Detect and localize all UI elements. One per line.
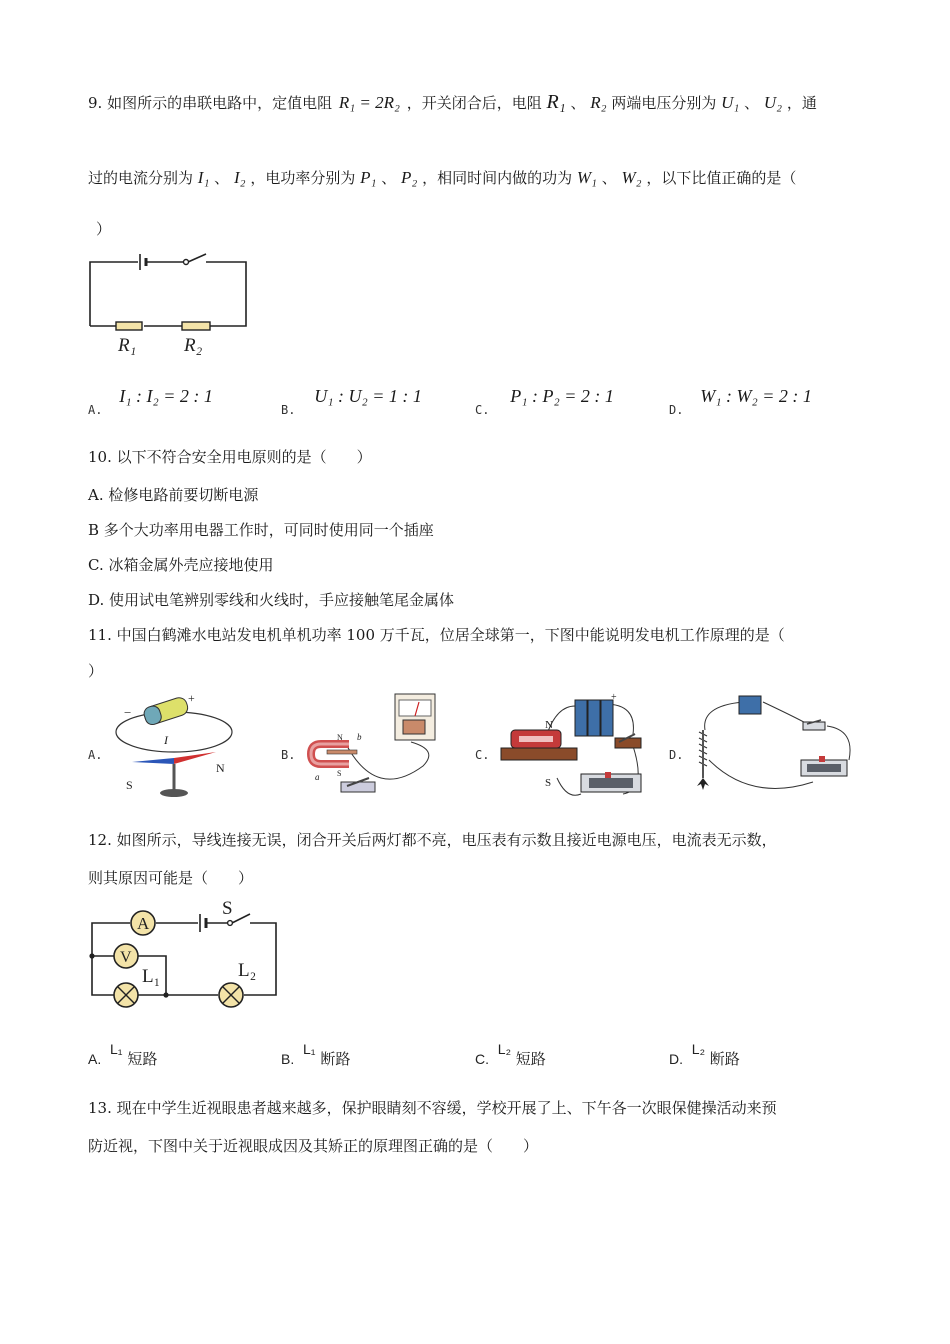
junction-dot [89,953,94,958]
switch-pivot [184,260,189,265]
q9-u1: U₁ [721,93,740,112]
switch-lever [188,254,206,262]
voltmeter-icon [114,944,138,968]
q12-stem-line2: 则其原因可能是（ ） [88,869,254,887]
q12-option-d[interactable]: D. L₂ 断路 [669,1041,740,1068]
switch-label: S [222,898,233,919]
battery-pack-3 [601,700,613,736]
magnet-s-label: S [337,769,342,778]
q11-option-d[interactable]: D. [669,690,859,805]
needle-s-label: S [126,778,133,792]
q10-option-a[interactable]: A. 检修电路前要切断电源 [88,486,259,504]
switch-base [341,782,375,792]
q10-option-d[interactable]: D. 使用试电笔辨别零线和火线时，手应接触笔尾金属体 [88,591,455,609]
iron-filings [697,778,709,790]
lamp-l2-icon [219,983,243,1007]
rheostat-coil [589,778,633,788]
compass-needle-north [174,752,216,764]
battery-pack-2 [588,700,600,736]
rheostat-slider [605,772,611,778]
rheostat-coil [807,764,841,772]
battery-minus: − [124,705,132,720]
connecting-wire [347,742,429,779]
q9-stem-line3: ） [96,220,112,238]
q9-option-c[interactable]: $_{C.}$ P₁ : P₂ = 2 : 1 [475,386,614,417]
needle-n-label: N [216,761,225,775]
q12-wire [244,923,276,995]
q13-stem-line1: 13. 现在中学生近视眼患者越来越多，保护眼睛刻不容缓，学校开展了上、下午各一次眼保健操活动来预 [88,1099,777,1117]
current-label: I [164,733,168,747]
q9-stem-line1: 9. 如图所示的串联电路中，定值电阻 R₁ = 2R₂ ，开关闭合后，电阻 R₁ 、 R₂ 两端电压分别为 U₁ 、 U₂ ，通 [88,91,817,113]
battery-pack [739,696,761,714]
switch-base [615,738,641,748]
switch-lever [232,914,250,923]
q13-stem-line2: 防近视，下图中关于近视眼成因及其矫正的原理图正确的是（ ） [88,1137,539,1155]
battery-pack-1 [575,700,587,736]
q9-circuit-diagram [80,248,260,363]
ammeter-icon [131,911,155,935]
compass-base [160,789,188,797]
q11-figure-a [110,690,242,802]
q9-r1: R₁ [546,91,566,113]
rod-b-label: b [357,732,362,742]
q9-wire [206,262,246,326]
battery-plus: + [188,691,195,705]
q9-p2: P₂ [400,168,418,187]
ammeter-label: A [137,914,150,933]
galvanometer-dial [399,700,431,716]
q11-stem: 11. 中国白鹤滩水电站发电机单机功率 100 万千瓦，位居全球第一，下图中能说明发电机工作原理的是（ [88,626,785,644]
q12-option-a[interactable]: A. L₁ 短路 [88,1041,158,1068]
q9-wire [90,262,138,326]
q9-p1: P₁ [360,168,377,187]
q9-r-relation: R₁ = 2R₂ [338,93,400,112]
voltmeter-label: V [120,949,132,966]
q12-option-c[interactable]: C. L₂ 短路 [475,1041,546,1068]
battery-plus: + [611,692,617,703]
q10-option-b[interactable]: B 多个大功率用电器工作时，可同时使用同一个插座 [88,521,434,539]
q9-u2: U₂ [763,93,783,112]
resistor-r2 [182,322,210,330]
switch-base [803,722,825,730]
magnet-s-label: S [545,777,552,789]
q11-figure-b [307,690,441,802]
q10-stem: 10. 以下不符合安全用电原则的是（ ） [88,448,372,466]
rheostat-slider [819,756,825,762]
lamp-l1-label: L₁ [142,966,161,987]
q11-option-a[interactable]: A. + − I S N [88,690,238,805]
q11-stem-end: ） [88,662,104,680]
galvanometer-base [403,720,425,734]
compass-needle-south [132,758,174,764]
q11-figure-d [691,690,857,802]
resistor-r1 [116,322,142,330]
q9-option-a[interactable]: $_{A.}$ I₁ : I₂ = 2 : 1 [88,386,213,417]
junction-dot [163,992,168,997]
q9-w1: W₁ [576,168,597,187]
q11-option-b[interactable]: B. N S a b [281,690,441,805]
q9-option-b[interactable]: $_{B.}$ U₁ : U₂ = 1 : 1 [281,386,422,417]
magnet-n-label: N [337,733,343,742]
rod-a-label: a [315,772,320,782]
q10-option-c[interactable]: C. 冰箱金属外壳应接地使用 [88,556,274,574]
q9-i1: I₁ [197,168,210,187]
q9-r2: R₂ [590,93,607,112]
lamp-l2-label: L₂ [238,960,257,981]
conductor-rod [327,750,357,754]
wooden-base [501,748,577,760]
lamp-l1-icon [114,983,138,1007]
q9-i2: I₂ [233,168,246,187]
q9-stem-line2: 过的电流分别为 I₁ 、 I₂ ，电功率分别为 P₁ 、 P₂ ，相同时间内做的功为 W₁ 、 W₂ ，以下比值正确的是（ [88,168,797,187]
switch-pivot [228,921,233,926]
q9-option-d[interactable]: $_{D.}$ W₁ : W₂ = 2 : 1 [669,386,812,417]
q11-option-c[interactable]: C. + N S [475,690,655,805]
q12-stem-line1: 12. 如图所示，导线连接无误，闭合开关后两灯都不亮，电压表有示数且接近电源电压，电流表无示数， [88,831,777,849]
q9-circuit-r2-label: R₂ [184,335,203,356]
q9-circuit-r1-label: R₁ [118,335,137,356]
q12-option-b[interactable]: B. L₁ 断路 [281,1041,351,1068]
magnet-n-label: N [545,719,553,731]
magnet-gap [519,736,553,742]
q12-circuit-diagram [82,898,286,1010]
q11-figure-c [497,690,655,802]
q9-w2: W₂ [621,168,642,187]
